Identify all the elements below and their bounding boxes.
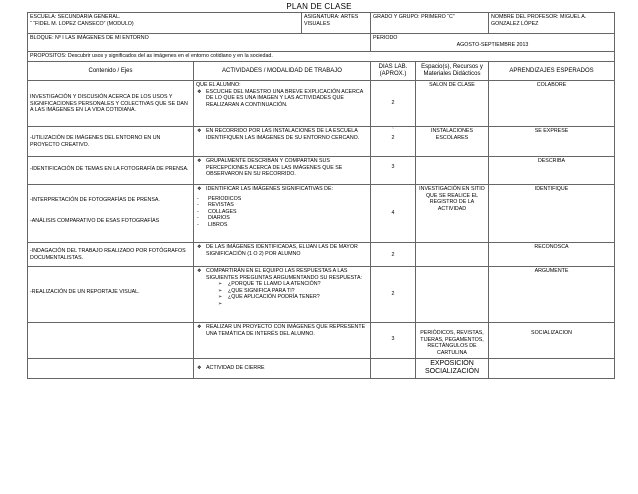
dias-1: 2 [371,81,416,127]
actividad-2 [194,127,371,157]
list-item: - DIARIOS [196,215,368,222]
periodo-cell [371,34,615,52]
dias-2 [371,127,416,157]
dias-7: 3 [371,323,416,359]
plan-table [27,12,615,379]
proposito-cell: PROPOSITOS: Descubrir usos y significados del as imágenes en el entorno cotidiano y en la sociedad. [28,52,615,62]
col-header-actividades: ACTIVIDADES / MODALIDAD DE TRABAJO [194,62,371,81]
espacio-2: INSTALACIONES ESCOLARES [416,127,489,157]
question-item: ➢ ¿QUE SIGNIFICA PARA TI? [196,288,368,295]
espacio-8 [416,359,489,379]
espacio-7: PERIÓDICOS, REVISTAS, TIJERAS, PEGAMENTOS, RECTÁNGULOS DE CARTULINA [416,323,489,359]
espacio-1: SALON DE CLASE [416,81,489,127]
escuela-line-1: ESCUELA: SECUNDARIA GENERAL. [30,14,121,20]
col-header-contenido: Contenido / Ejes [28,62,194,81]
aprendizaje-5: RECONOSCA [489,243,615,267]
contenido-4a: -INTERPRETACIÓN DE FOTOGRAFÍAS DE PRENSA. [30,197,160,203]
contenido-8 [28,359,194,379]
dias-8 [371,359,416,379]
question-item [196,301,368,308]
dias-4: 4 [371,185,416,243]
page-title: PLAN DE CLASE [286,2,352,11]
actividad-6 [194,267,371,323]
col-header-espacios: Espacio(s), Recursos y Materiales Didácticos [416,62,489,81]
espacio-8a: EXPOSICIÓN [430,360,474,367]
espacio-3 [416,157,489,185]
escuela-cell [28,13,302,34]
contenido-1: INVESTIGACIÓN Y DISCUSIÓN ACERCA DE LOS USOS Y SIGNIFICACIONES PERSONALES Y COLECTIVAS QUE SE DAN A LAS IMÁGENES EN LA VIDA COTIDIANA. [30,94,188,114]
contenido-3: -IDENTIFICACIÓN DE TEMAS EN LA FOTOGRAFÍA DE PRENSA. [28,157,194,185]
profesor-cell: NOMBRE DEL PROFESOR: MIGUEL A. GONZALEZ LÓPEZ [489,13,615,34]
list-item: ❖ EN RECORRIDO POR LAS INSTALACIONES DE LA ESCUELA IDENTIFIQUEN LAS IMÁGENES DE SU ENTORNO CERCANO. [196,128,368,141]
actividad-3 [194,157,371,185]
aprendizaje-2: SE EXPRESE [489,127,615,157]
col-header-aprendizajes: APRENDIZAJES ESPERADOS [489,62,615,81]
list-item: ❖ COMPARTIRÁN EN EL EQUIPO LAS RESPUESTAS A LAS SIGUIENTES PREGUNTAS ARGUMENTANDO SU RESPUESTA: [196,268,368,281]
aprendizaje-1: COLABORE [489,81,615,127]
bloque-cell: BLOQUE: Nº I LAS IMÁGENES DE MI ENTORNO [28,34,371,52]
dias-2-value: 2 [391,134,395,141]
actividad-intro: QUE EL ALUMNO: [196,82,241,88]
list-item: ❖ ACTIVIDAD DE CIERRE [196,365,368,372]
espacio-5 [416,243,489,267]
col-header-dias: DIAS LAB.(APROX.) [371,62,416,81]
actividad-7 [194,323,371,359]
periodo-value: AGOSTO-SEPTIEMBRE 2013 [456,41,529,48]
asignatura-cell: ASIGNATURA: ARTES VISUALES [302,13,371,34]
contenido-7 [28,323,194,359]
dias-6: 2 [371,267,416,323]
aprendizaje-6: ARGUMENTE [489,267,615,323]
list-item: ❖ ESCUCHE DEL MAESTRO UNA BREVE EXPLICACIÓN ACERCA DE LO QUE ES UNA IMAGEN Y LAS ACTIVIDADES QUE REALIZARAN A CONTINUACIÓN. [196,89,368,109]
dias-3: 3 [371,157,416,185]
dias-2-tick: ` [392,128,394,134]
list-item: - COLLAGES [196,209,368,216]
table-row [28,81,194,127]
question-item: ➢ ¿PORQUE TE LLAMO LA ATENCIÓN? [196,281,368,288]
question-item: ➢ ¿QUE APLICACIÓN PODRÍA TENER? [196,294,368,301]
list-item: - REVISTAS [196,202,368,209]
actividad-1 [194,81,371,127]
contenido-4b: -ANÁLISIS COMPARATIVO DE ESAS FOTOGRAFÍAS [30,217,160,224]
actividad-4 [194,185,371,243]
actividad-8 [194,359,371,379]
list-item: - PERIODICOS [196,196,368,203]
contenido-6: -REALIZACIÓN DE UN REPORTAJE VISUAL. [28,267,194,323]
contenido-5: -INDAGACIÓN DEL TRABAJO REALIZADO POR FOTÓGRAFOS DOCUMENTALISTAS. [28,243,194,267]
espacio-8b: SOCIALIZACIÓN [424,368,480,375]
contenido-4 [28,185,194,243]
list-item: ❖ REALIZAR UN PROYECTO CON IMÁGENES QUE REPRESENTE UNA TEMÁTICA DE INTERÉS DEL ALUMNO. [196,324,368,337]
periodo-label: PERIODO [373,35,398,41]
list-item: - LIBROS [196,222,368,229]
aprendizaje-7: SOCIALIZACION [489,323,615,359]
aprendizaje-4: IDENTIFIQUE [489,185,615,243]
aprendizaje-3: DESCRIBA [489,157,615,185]
contenido-2: -UTILIZACIÓN DE IMÁGENES DEL ENTORNO EN UN PROYECTO CREATIVO. [28,127,194,157]
dias-5: 2 [371,243,416,267]
list-item: ❖ DE LAS IMÁGENES IDENTIFICADAS, ELIJAN LAS DE MAYOR SIGNIFICACIÓN (1 O 2) POR ALUMNO [196,244,368,257]
list-item: ❖ IDENTIFICAR LAS IMÁGENES SIGNIFICATIVAS DE: [196,186,368,193]
espacio-4: INVESTIGACIÓN EN SITIO QUE SE REALICE EL REGISTRO DE LA ACTIVIDAD [416,185,489,243]
grado-cell: GRADO Y GRUPO: PRIMERO “C” [371,13,489,34]
list-item: ❖ GRUPALMENTE DESCRIBAN Y COMPARTAN SUS PERCEPCIONES ACERCA DE LAS IMÁGENES QUE SE OBSERVARON EN SU RECORRIDO. [196,158,368,178]
espacio-6 [416,267,489,323]
actividad-5 [194,243,371,267]
escuela-line-2: “ “FIDEL M. LOPEZ CANSECO” (MODULO) [30,20,134,27]
aprendizaje-8 [489,359,615,379]
